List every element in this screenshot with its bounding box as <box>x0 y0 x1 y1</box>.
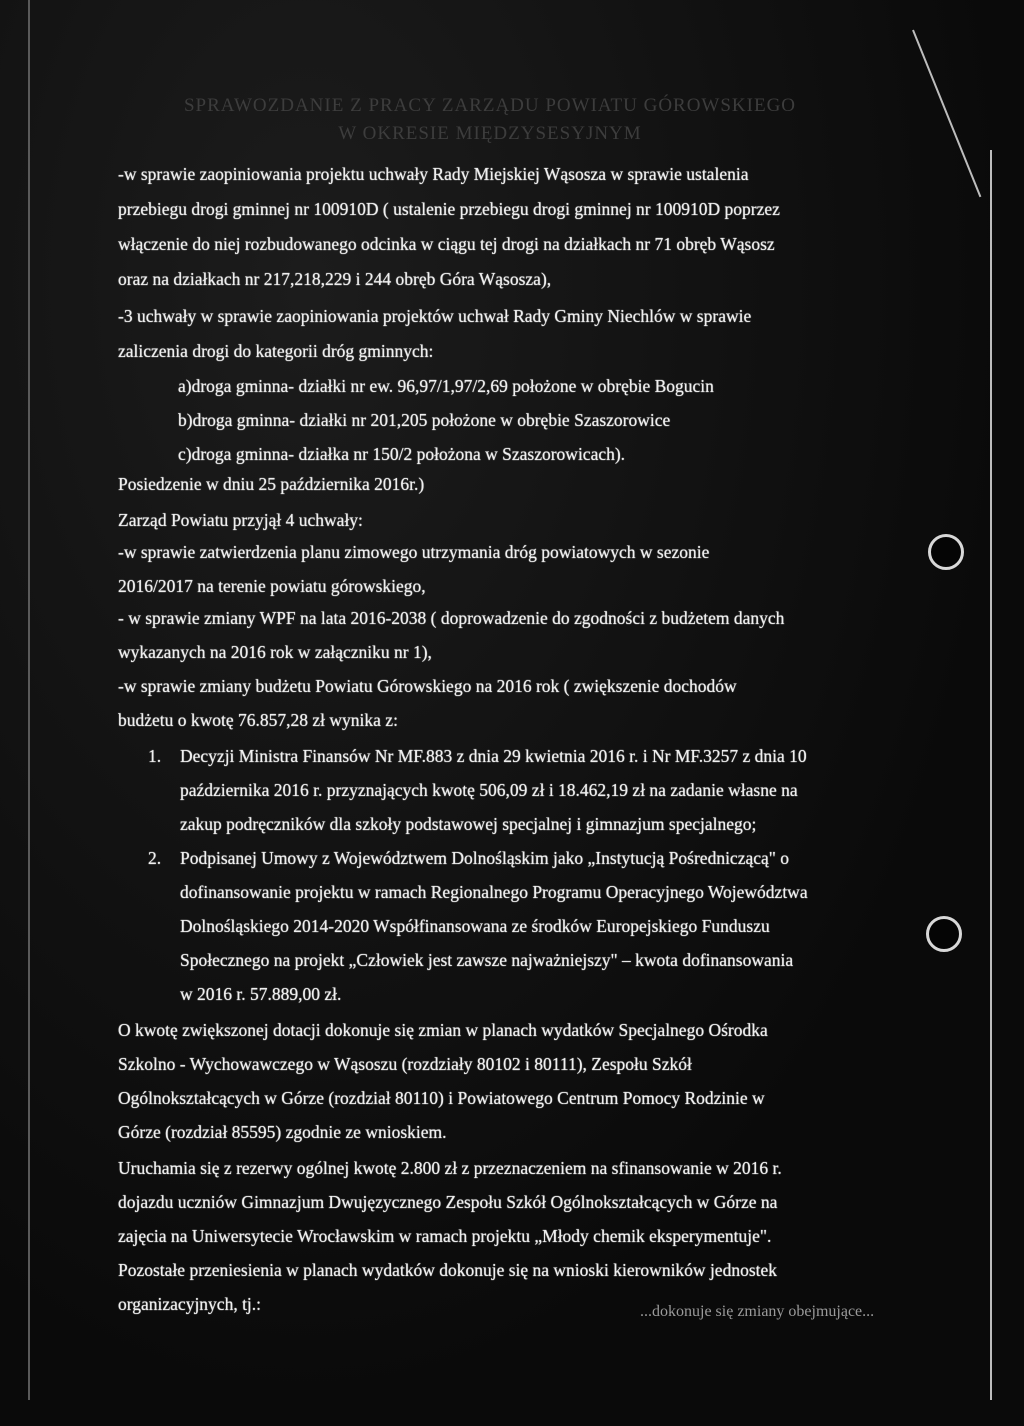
text-line: a)droga gminna- działki nr ew. 96,97/1,97/2,69 położone w obrębie Bogucin <box>178 376 714 396</box>
text-line: budżetu o kwotę 76.857,28 zł wynika z: <box>118 710 398 730</box>
header-line-2: W OKRESIE MIĘDZYSESYJNYM <box>338 123 642 144</box>
list-item <box>148 846 789 870</box>
list-item <box>148 744 807 768</box>
text-line: dofinansowanie projektu w ramach Regionalnego Programu Operacyjnego Województwa <box>180 882 808 902</box>
text-line: Pozostałe przeniesienia w planach wydatków dokonuje się na wnioski kierowników jednostek <box>118 1260 778 1280</box>
faded-text-fragment: ...dokonuje się zmiany obejmujące... <box>640 1303 875 1320</box>
text-line: zajęcia na Uniwersytecie Wrocławskim w ramach projektu „Młody chemik eksperymentuje". <box>118 1226 772 1246</box>
text-line: zakup podręczników dla szkoły podstawowej specjalnej i gimnazjum specjalnego; <box>180 814 757 834</box>
list-item-text: Podpisanej Umowy z Województwem Dolnośląskim jako „Instytucją Pośredniczącą" o <box>180 848 790 868</box>
text-line: c)droga gminna- działka nr 150/2 położona w Szaszorowicach). <box>178 444 626 464</box>
text-line: -w sprawie zatwierdzenia planu zimowego utrzymania dróg powiatowych w sezonie <box>118 542 710 562</box>
text-line: włączenie do niej rozbudowanego odcinka w ciągu tej drogi na działkach nr 71 obręb Wąsosz <box>118 234 775 254</box>
text-line: -w sprawie zmiany budżetu Powiatu Górowskiego na 2016 rok ( zwiększenie dochodów <box>118 676 737 696</box>
page-edge-line <box>990 150 992 1400</box>
page-edge-line <box>28 0 30 1400</box>
text-line: przebiegu drogi gminnej nr 100910D ( ustalenie przebiegu drogi gminnej nr 100910D poprzez <box>118 199 780 219</box>
text-line: dojazdu uczniów Gimnazjum Dwujęzycznego Zespołu Szkół Ogólnokształcących w Górze na <box>118 1192 778 1212</box>
punch-hole <box>928 534 964 570</box>
page-edge-line <box>912 30 981 198</box>
text-line: w 2016 r. 57.889,00 zł. <box>180 984 342 1004</box>
text-line: Zarząd Powiatu przyjął 4 uchwały: <box>118 510 363 530</box>
text-line: Posiedzenie w dniu 25 października 2016r.) <box>118 474 425 494</box>
text-line: Dolnośląskiego 2014-2020 Współfinansowana ze środków Europejskiego Funduszu <box>180 916 770 936</box>
text-line: oraz na działkach nr 217,218,229 i 244 obręb Góra Wąsosza), <box>118 269 552 289</box>
text-line: organizacyjnych, tj.: <box>118 1294 262 1314</box>
text-line: Szkolno - Wychowawczego w Wąsoszu (rozdziały 80102 i 80111), Zespołu Szkół <box>118 1054 692 1074</box>
text-line: -3 uchwały w sprawie zaopiniowania projektów uchwał Rady Gminy Niechlów w sprawie <box>118 306 752 326</box>
text-line: b)droga gminna- działki nr 201,205 położone w obrębie Szaszorowice <box>178 410 671 430</box>
text-line: 2016/2017 na terenie powiatu górowskiego, <box>118 576 426 596</box>
text-line: wykazanych na 2016 rok w załączniku nr 1), <box>118 642 432 662</box>
text-line: - w sprawie zmiany WPF na lata 2016-2038 ( doprowadzenie do zgodności z budżetem danych <box>118 608 785 628</box>
text-line: Społecznego na projekt „Człowiek jest zawsze najważniejszy" – kwota dofinansowania <box>180 950 794 970</box>
text-line: Ogólnokształcących w Górze (rozdział 80110) i Powiatowego Centrum Pomocy Rodzinie w <box>118 1088 765 1108</box>
punch-hole <box>926 916 962 952</box>
list-number: 1. <box>148 746 162 766</box>
text-line: Uruchamia się z rezerwy ogólnej kwotę 2.800 zł z przeznaczeniem na sfinansowanie w 2016 r. <box>118 1158 782 1178</box>
list-item-text: Decyzji Ministra Finansów Nr MF.883 z dnia 29 kwietnia 2016 r. i Nr MF.3257 z dnia 10 <box>180 746 807 766</box>
header-line-1: SPRAWOZDANIE Z PRACY ZARZĄDU POWIATU GÓROWSKIEGO <box>183 95 797 116</box>
document-header <box>180 92 800 148</box>
text-line: -w sprawie zaopiniowania projektu uchwały Rady Miejskiej Wąsosza w sprawie ustalenia <box>118 164 749 184</box>
text-line: zaliczenia drogi do kategorii dróg gminnych: <box>118 341 434 361</box>
text-line: Górze (rozdział 85595) zgodnie ze wnioskiem. <box>118 1122 447 1142</box>
text-line: O kwotę zwiększonej dotacji dokonuje się zmian w planach wydatków Specjalnego Ośrodka <box>118 1020 768 1040</box>
list-number: 2. <box>148 848 162 868</box>
text-line: października 2016 r. przyznających kwotę 506,09 zł i 18.462,19 zł na zadanie własne na <box>180 780 798 800</box>
